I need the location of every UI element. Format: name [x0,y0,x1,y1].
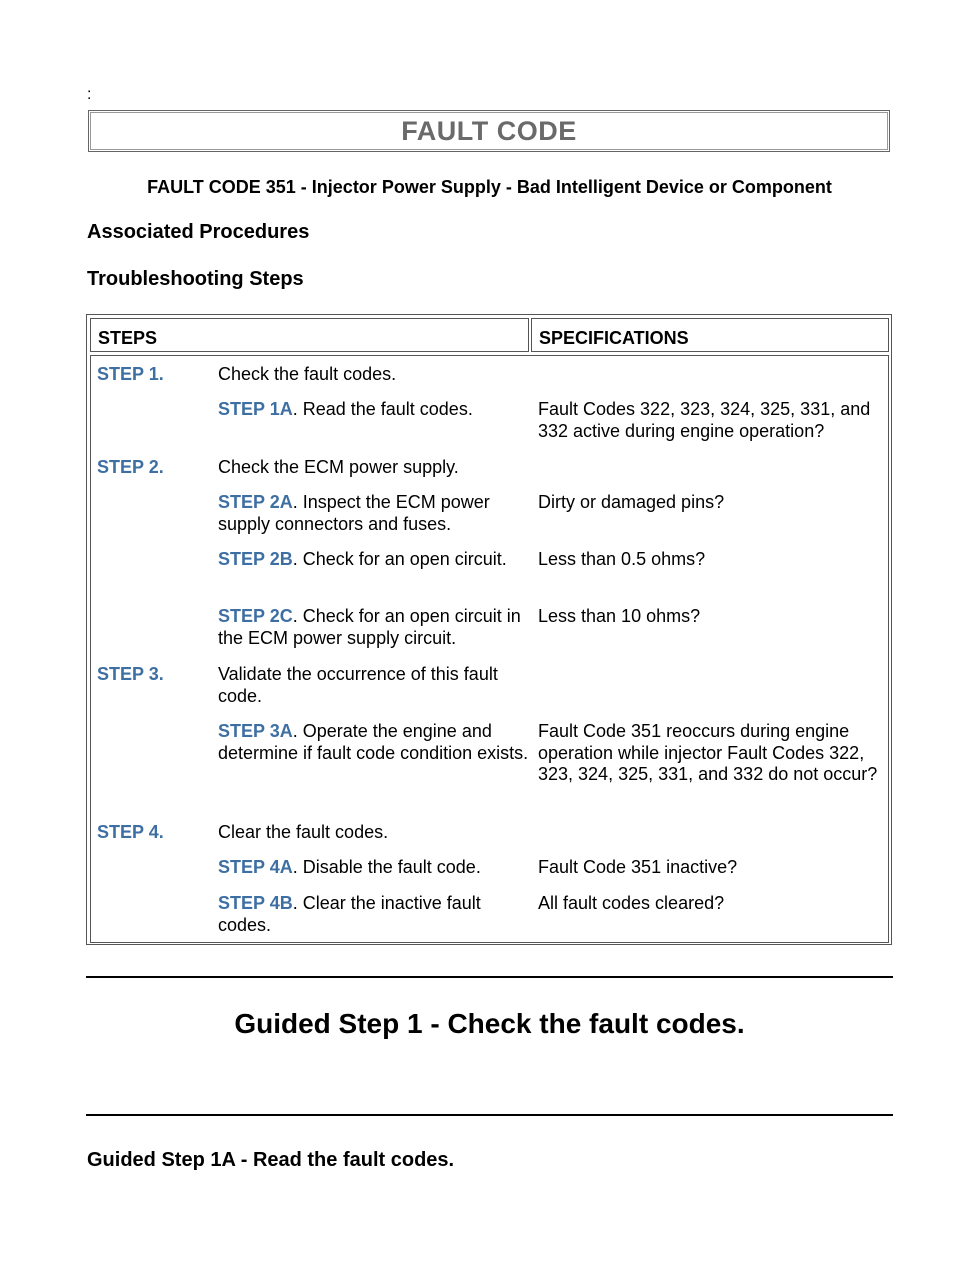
page-title: FAULT CODE [401,115,577,146]
step-3-text: Validate the occurrence of this fault code. [218,664,498,706]
step-4b-description: . Clear the inactive fault codes. [218,893,481,935]
step-4-label[interactable]: STEP 4. [97,822,164,842]
step-4a-text [218,857,530,879]
step-2c-text [218,606,530,649]
step-3a-link[interactable]: STEP 3A [218,721,293,741]
step-2b-description: . Check for an open circuit. [292,549,507,569]
table-body [90,355,889,943]
column-header-specifications: SPECIFICATIONS [531,318,889,352]
step-3-label[interactable]: STEP 3. [97,664,164,684]
page-title-box [88,110,890,152]
fault-code-subtitle: FAULT CODE 351 - Injector Power Supply - Bad Intelligent Device or Component [147,177,832,197]
divider-bottom [86,1114,893,1116]
step-2a-spec: Dirty or damaged pins? [538,492,725,512]
associated-procedures-heading: Associated Procedures [87,221,310,243]
step-1-label[interactable]: STEP 1. [97,364,164,384]
step-2-text: Check the ECM power supply. [218,457,459,477]
step-3a-spec: Fault Code 351 reoccurs during engine operation while injector Fault Codes 322, 323, 324, 325, 331, and 332 do not occur? [538,721,878,784]
step-1-text: Check the fault codes. [218,364,397,384]
step-4a-spec: Fault Code 351 inactive? [538,857,738,877]
step-2c-description: . Check for an open circuit in the ECM power supply circuit. [218,606,521,648]
step-1a-text [218,399,530,421]
step-4a-link[interactable]: STEP 4A [218,857,293,877]
step-2b-spec: Less than 0.5 ohms? [538,549,706,569]
step-4a-description: . Disable the fault code. [292,857,481,877]
step-4b-text [218,893,530,936]
step-3a-description: . Operate the engine and determine if fault code condition exists. [218,721,529,763]
step-4b-link[interactable]: STEP 4B [218,893,293,913]
column-header-steps: STEPS [90,318,529,352]
step-1a-link[interactable]: STEP 1A [218,399,293,419]
step-2c-spec: Less than 10 ohms? [538,606,701,626]
step-4b-spec: All fault codes cleared? [538,893,725,913]
step-2b-text [218,549,530,571]
step-3a-text [218,721,530,764]
step-1a-description: . Read the fault codes. [292,399,473,419]
troubleshooting-steps-heading: Troubleshooting Steps [87,268,304,290]
leading-colon: : [87,86,92,103]
step-1a-spec: Fault Codes 322, 323, 324, 325, 331, and 332 active during engine operation? [538,399,871,441]
guided-step-heading: Guided Step 1 - Check the fault codes. [234,1008,745,1039]
step-2a-link[interactable]: STEP 2A [218,492,293,512]
guided-substep-heading: Guided Step 1A - Read the fault codes. [87,1149,455,1171]
divider-top [86,976,893,978]
step-2c-link[interactable]: STEP 2C [218,606,293,626]
step-4-text: Clear the fault codes. [218,822,389,842]
step-2a-description: . Inspect the ECM power supply connectors and fuses. [218,492,490,534]
step-2-label[interactable]: STEP 2. [97,457,164,477]
step-2b-link[interactable]: STEP 2B [218,549,293,569]
step-2a-text [218,492,530,535]
